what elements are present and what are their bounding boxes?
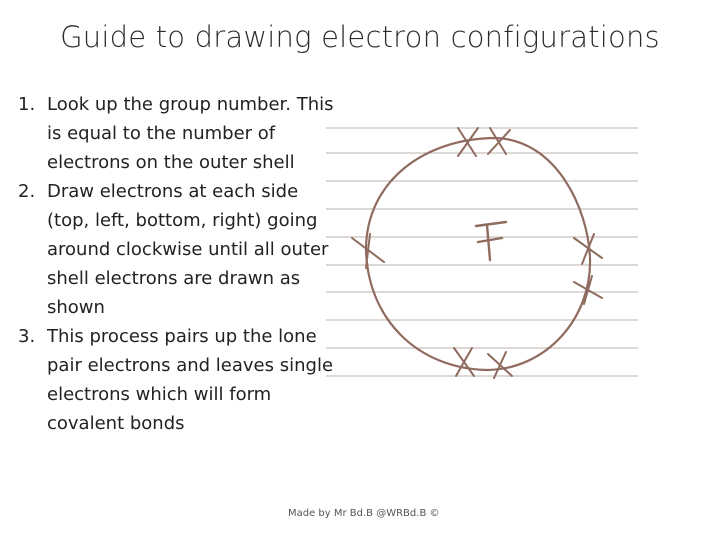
step-1 — [18, 90, 336, 177]
electron-bottom-left-icon — [454, 348, 474, 376]
fluorine-electron-sketch — [326, 98, 640, 400]
author-credit: Made by Mr Bd.B @WRBd.B © — [288, 508, 440, 519]
step-2 — [18, 177, 336, 322]
step-text: This process pairs up the lone pair electrons and leaves single electrons which will form covalent bonds — [47, 326, 334, 434]
element-symbol — [476, 222, 506, 260]
step-number: 2. — [18, 181, 36, 202]
slide-title: Guide to drawing electron configurations — [60, 20, 660, 54]
outer-shell-circle — [366, 138, 590, 370]
step-3 — [18, 322, 336, 438]
electron-crosses — [352, 128, 602, 378]
instruction-list — [18, 90, 336, 438]
lined-paper — [326, 128, 638, 376]
step-text: Draw electrons at each side (top, left, bottom, right) going around clockwise until all outer shell electrons are drawn as shown — [47, 181, 329, 318]
electron-top-right-icon — [488, 128, 510, 154]
electron-bottom-right-icon — [488, 352, 512, 378]
step-number: 3. — [18, 326, 36, 347]
step-number: 1. — [18, 94, 36, 115]
step-text: Look up the group number. This is equal to the number of electrons on the outer shell — [47, 94, 334, 173]
